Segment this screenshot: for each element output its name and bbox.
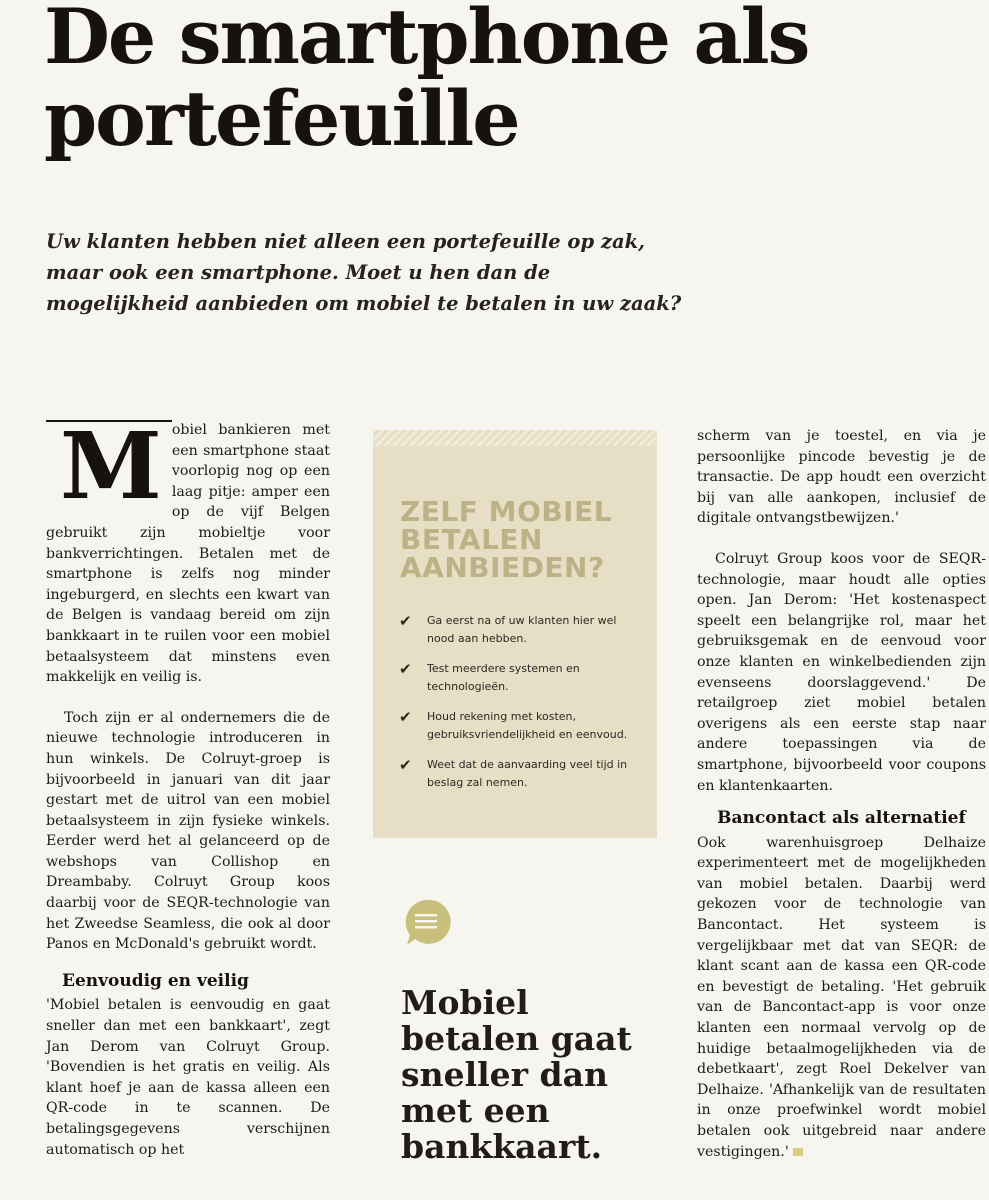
paragraph-1 — [46, 412, 330, 688]
tip-item — [399, 660, 629, 696]
tip-item-text: Test meerdere systemen en technologieën. — [427, 662, 580, 693]
headline-line-1: De smartphone als — [44, 0, 809, 81]
tip-box-title — [400, 495, 657, 584]
end-mark — [793, 1148, 803, 1156]
tip-box-stripes — [373, 430, 657, 446]
tip-box — [373, 430, 657, 838]
subheading-eenvoudig: Eenvoudig en veilig — [62, 970, 249, 991]
tip-item — [399, 612, 629, 648]
paragraph-2: Toch zijn er al ondernemers die de nieuwe technologie introduceren in hun winkels. De Colruyt-groep is bijvoorbeeld in januari van dit jaar gestart met de uitrol van een mobiel betaalsysteem in zijn fysieke winkels. Eerder werd het al gelanceerd op de webshops van Collishop en Dreambaby. Colruyt Group koos daarbij voor de SEQR-technologie van het Zweedse Seamless, die ook al door Panos en McDonald's gebruikt wordt. — [46, 709, 330, 953]
tip-item-text: Houd rekening met kosten, gebruiksvriendelijkheid en eenvoud. — [427, 710, 628, 741]
drop-cap: M — [46, 420, 172, 504]
pull-quote: Mobiel betalen gaat sneller dan met een bankkaart. — [401, 983, 632, 1166]
tip-box-title-line-3: AANBIEDEN? — [400, 551, 605, 584]
tip-box-title-line-1: ZELF MOBIEL — [400, 495, 613, 528]
check-icon: ✔ — [399, 660, 412, 678]
paragraph-1-text: obiel bankieren met een smartphone staat voorlopig nog op een laag pitje: amper een op de vijf Belgen gebruikt zijn mobieltje voor bankverrichtingen. Betalen met de smartphone is zelfs nog minder ingeburgerd, en slechts een kwart van de Belgen is vandaag bereid om zijn bankkaart in te ruilen voor een mobiel betaalsysteem dat minstens even makkelijk en veilig is. — [46, 422, 330, 686]
article-intro: Uw klanten hebben niet alleen een portefeuille op zak, maar ook een smartphone. Moet u hen dan de mogelijkheid aanbieden om mobiel te betalen in uw zaak? — [46, 230, 682, 315]
speech-bubble-icon — [401, 897, 451, 947]
paragraph-4: scherm van je toestel, en via je persoonlijke pincode bevestig je de transactie. De app houdt een overzicht bij van alle aankopen, inclusief de digitale ontvangstbewijzen.' — [697, 428, 986, 527]
tip-box-title-line-2: BETALEN — [400, 523, 543, 556]
tip-list — [399, 612, 629, 792]
paragraph-6 — [697, 833, 986, 1163]
paragraph-3: 'Mobiel betalen is eenvoudig en gaat sneller dan met een bankkaart', zegt Jan Derom van Colruyt Group. 'Bovendien is het gratis en veilig. Als klant hoef je aan de kassa alleen een QR-code in te scannen. De betalingsgegevens verschijnen automatisch op het — [46, 997, 330, 1158]
paragraph-5: Colruyt Group koos voor de SEQR-technologie, maar houdt alle opties open. Jan Derom: 'Het kostenaspect speelt een belangrijke rol, maar het gebruiksgemak en de eenvoud voor onze klanten en winkelbedienden zijn evenseens doorslaggevend.' De retailgroep ziet mobiel betalen overigens als een eerste stap naar andere toepassingen via de smartphone, bijvoorbeeld voor coupons en klantenkaarten. — [697, 550, 986, 794]
column-left — [46, 412, 330, 1160]
tip-item — [399, 756, 629, 792]
headline-line-2: portefeuille — [44, 74, 519, 163]
check-icon: ✔ — [399, 756, 412, 774]
check-icon: ✔ — [399, 612, 412, 630]
subheading-bancontact: Bancontact als alternatief — [717, 808, 966, 829]
article-headline — [44, 0, 944, 163]
paragraph-6-text: Ook warenhuisgroep Delhaize experimenteert met de mogelijkheden van mobiel betalen. Daarbij werd gekozen voor de technologie van Bancontact. Het systeem is vergelijkbaar met dat van SEQR: de klant scant aan de kassa een QR-code en bevestigt de betaling. 'Het gebruik van de Bancontact-app is voor onze klanten een normaal vervolg op de huidige betaalmogelijkheden via de debetkaart', zegt Roel Dekelver van Delhaize. 'Afhankelijk van de resultaten in onze proefwinkel wordt mobiel betalen ook uitgebreid naar andere vestigingen.' — [697, 834, 986, 1160]
check-icon: ✔ — [399, 708, 412, 726]
tip-item-text: Weet dat de aanvaarding veel tijd in beslag zal nemen. — [427, 758, 628, 789]
column-right — [697, 426, 986, 1162]
tip-item-text: Ga eerst na of uw klanten hier wel nood aan hebben. — [427, 614, 617, 645]
tip-item — [399, 708, 629, 744]
